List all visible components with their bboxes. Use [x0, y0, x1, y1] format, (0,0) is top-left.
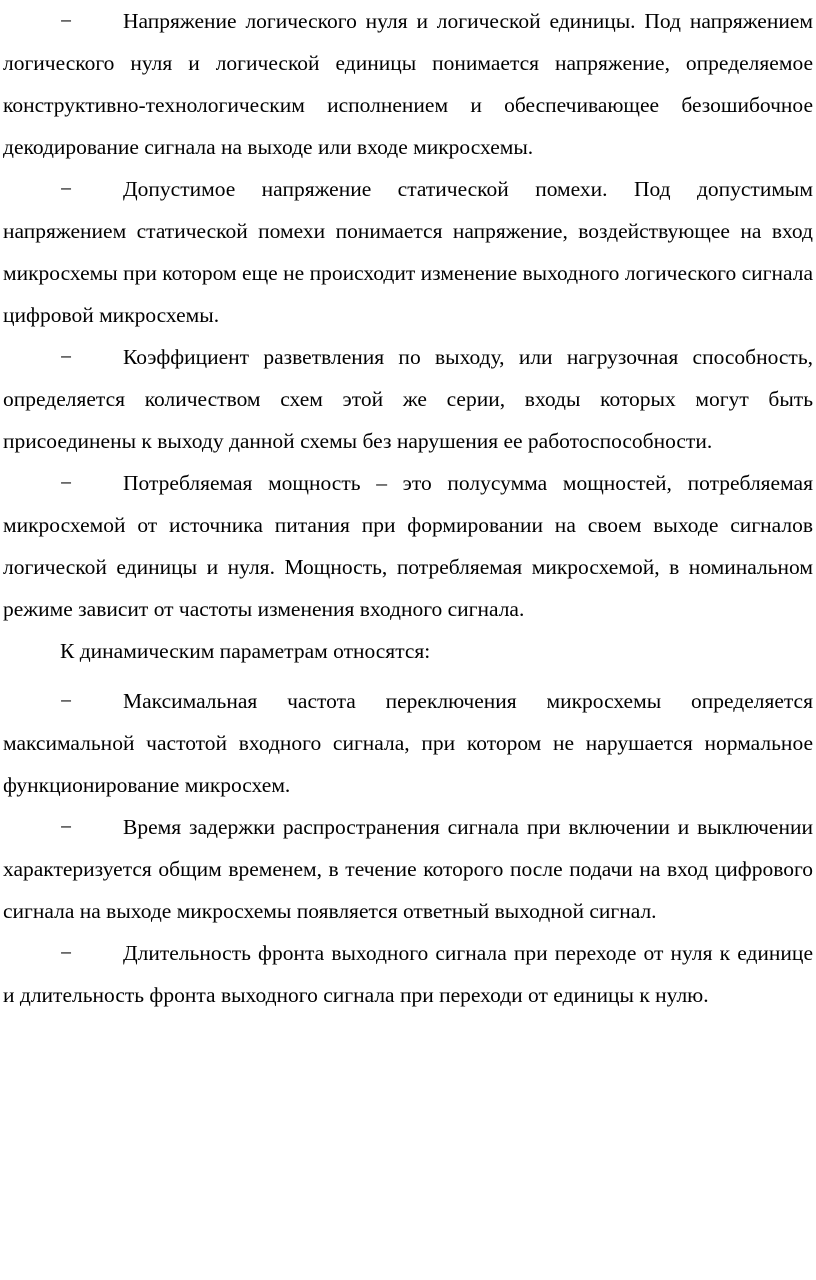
bullet-dash: − — [60, 471, 73, 495]
list-item-text: Допустимое напряжение статической помехи. Под допустимым напряжением статической помехи понимается напряжение, воздействующее на вход микросхемы при котором еще не происходит изменение выходного логического сигнала цифровой микросхемы. — [3, 177, 813, 327]
bullet-dash: − — [60, 9, 73, 33]
list-item — [3, 0, 813, 168]
section-intro: К динамическим параметрам относятся: — [60, 639, 431, 663]
list-item-text: Время задержки распространения сигнала при включении и выключении характеризуется общим временем, в течение которого после подачи на вход цифрового сигнала на выходе микросхемы появляется ответный выходной сигнал. — [3, 815, 813, 923]
list-item — [3, 680, 813, 806]
bullet-dash: − — [60, 941, 73, 965]
list-item-text: Длительность фронта выходного сигнала при переходе от нуля к единице и длительность фронта выходного сигнала при переходи от единицы к нулю. — [3, 941, 813, 1007]
list-item-text: Коэффициент разветвления по выходу, или нагрузочная способность, определяется количеством схем этой же серии, входы которых могут быть присоединены к выходу данной схемы без нарушения ее работоспособности. — [3, 345, 813, 453]
bullet-dash: − — [60, 345, 73, 369]
list-item — [3, 932, 813, 1016]
list-item — [3, 168, 813, 336]
list-item — [3, 462, 813, 630]
list-item — [3, 806, 813, 932]
list-item-text: Максимальная частота переключения микросхемы определяется максимальной частотой входного сигнала, при котором не нарушается нормальное функционирование микросхем. — [3, 689, 813, 797]
list-item — [3, 336, 813, 462]
list-item-text: Напряжение логического нуля и логической единицы. Под напряжением логического нуля и логической единицы понимается напряжение, определяемое конструктивно-технологическим исполнением и обеспечивающее безошибочное декодирование сигнала на выходе или входе микросхемы. — [3, 9, 813, 159]
bullet-dash: − — [60, 689, 73, 713]
bullet-dash: − — [60, 177, 73, 201]
list-item-text: Потребляемая мощность – это полусумма мощностей, потребляемая микросхемой от источника питания при формировании на своем выходе сигналов логической единицы и нуля. Мощность, потребляемая микросхемой, в номинальном режиме зависит от частоты изменения входного сигнала. — [3, 471, 813, 621]
spacer — [3, 672, 813, 680]
bullet-dash: − — [60, 815, 73, 839]
